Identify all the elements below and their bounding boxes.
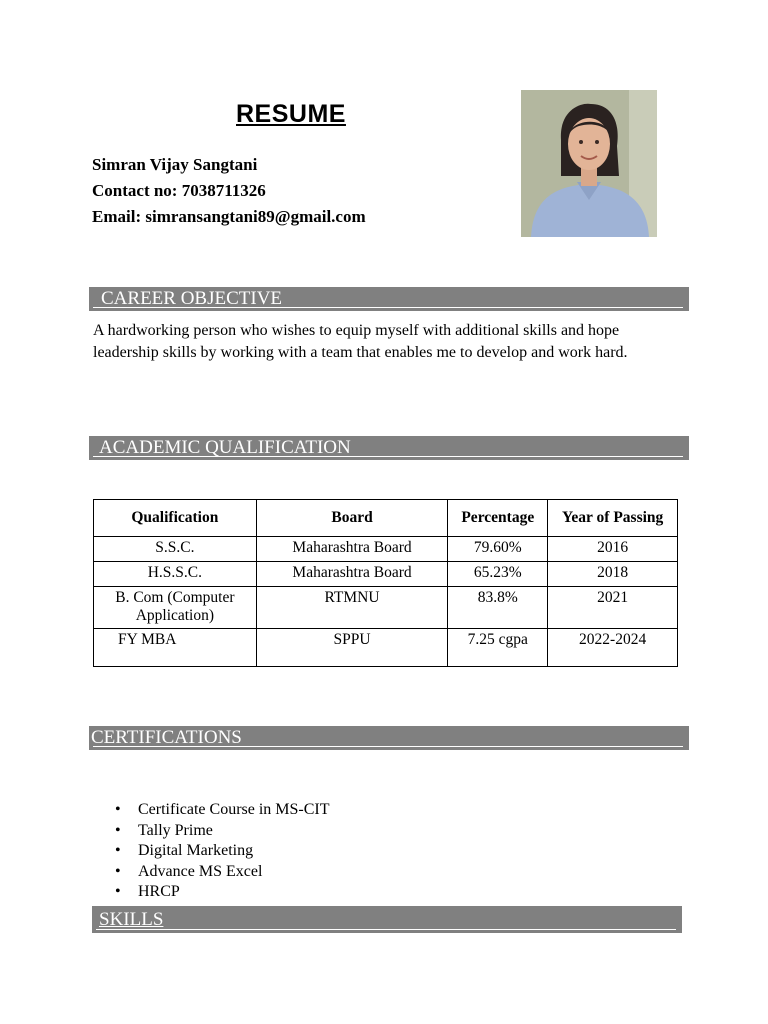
bullet-icon: •	[115, 821, 121, 839]
list-item-label: Digital Marketing	[138, 842, 254, 859]
table-cell: 2016	[548, 537, 678, 562]
email-address: Email: simransangtani89@gmail.com	[92, 207, 366, 226]
list-item-label: Tally Prime	[138, 821, 213, 839]
table-cell: 2021	[548, 587, 678, 629]
table-cell: Maharashtra Board	[256, 562, 448, 587]
table-row	[94, 562, 678, 587]
candidate-name: Simran Vijay Sangtani	[92, 155, 258, 174]
resume-title: RESUME	[236, 100, 346, 128]
table-row	[94, 587, 678, 629]
table-header-row	[94, 500, 678, 537]
table-cell: 2022-2024	[548, 629, 678, 667]
list-item-label: Advance MS Excel	[138, 862, 263, 880]
column-header: Board	[256, 500, 448, 537]
bullet-icon: •	[115, 842, 121, 859]
list-item	[115, 862, 330, 883]
certifications-list	[115, 800, 330, 903]
section-heading-skills	[92, 906, 682, 933]
table-cell: RTMNU	[256, 587, 448, 629]
column-header: Qualification	[94, 500, 257, 537]
qualification-table	[93, 499, 678, 667]
bullet-icon: •	[115, 862, 121, 880]
table-row	[94, 537, 678, 562]
column-header: Year of Passing	[548, 500, 678, 537]
section-heading-label: ACADEMIC QUALIFICATION	[99, 437, 351, 458]
table-cell: SPPU	[256, 629, 448, 667]
table-cell: H.S.S.C.	[94, 562, 257, 587]
section-heading-career-objective	[89, 287, 689, 311]
table-row	[94, 629, 678, 667]
section-heading-label: SKILLS	[99, 909, 164, 930]
table-cell: Maharashtra Board	[256, 537, 448, 562]
list-item	[115, 882, 330, 903]
table-cell: 79.60%	[448, 537, 548, 562]
list-item	[115, 821, 330, 842]
profile-photo	[521, 90, 657, 237]
list-item-label: Certificate Course in MS-CIT	[138, 801, 330, 818]
table-cell: 83.8%	[448, 587, 548, 629]
portrait-illustration	[521, 90, 657, 237]
section-heading-label: CERTIFICATIONS	[91, 727, 242, 748]
column-header: Percentage	[448, 500, 548, 537]
contact-number: Contact no: 7038711326	[92, 181, 266, 200]
section-heading-academic-qualification	[89, 436, 689, 460]
section-heading-label: CAREER OBJECTIVE	[101, 288, 283, 309]
bullet-icon: •	[115, 801, 121, 818]
table-cell: S.S.C.	[94, 537, 257, 562]
table-cell: 2018	[548, 562, 678, 587]
bullet-icon: •	[115, 883, 121, 900]
table-cell: 7.25 cgpa	[448, 629, 548, 667]
list-item-label: HRCP	[138, 883, 180, 900]
table-cell: FY MBA	[94, 629, 257, 667]
list-item	[115, 841, 330, 862]
section-heading-certifications	[89, 726, 689, 750]
table-cell: 65.23%	[448, 562, 548, 587]
list-item	[115, 800, 330, 821]
career-objective-text: A hardworking person who wishes to equip myself with additional skills and hope leadership skills by working with a team that enables me to develop and work hard.	[93, 322, 628, 361]
table-cell: B. Com (Computer Application)	[94, 587, 257, 629]
